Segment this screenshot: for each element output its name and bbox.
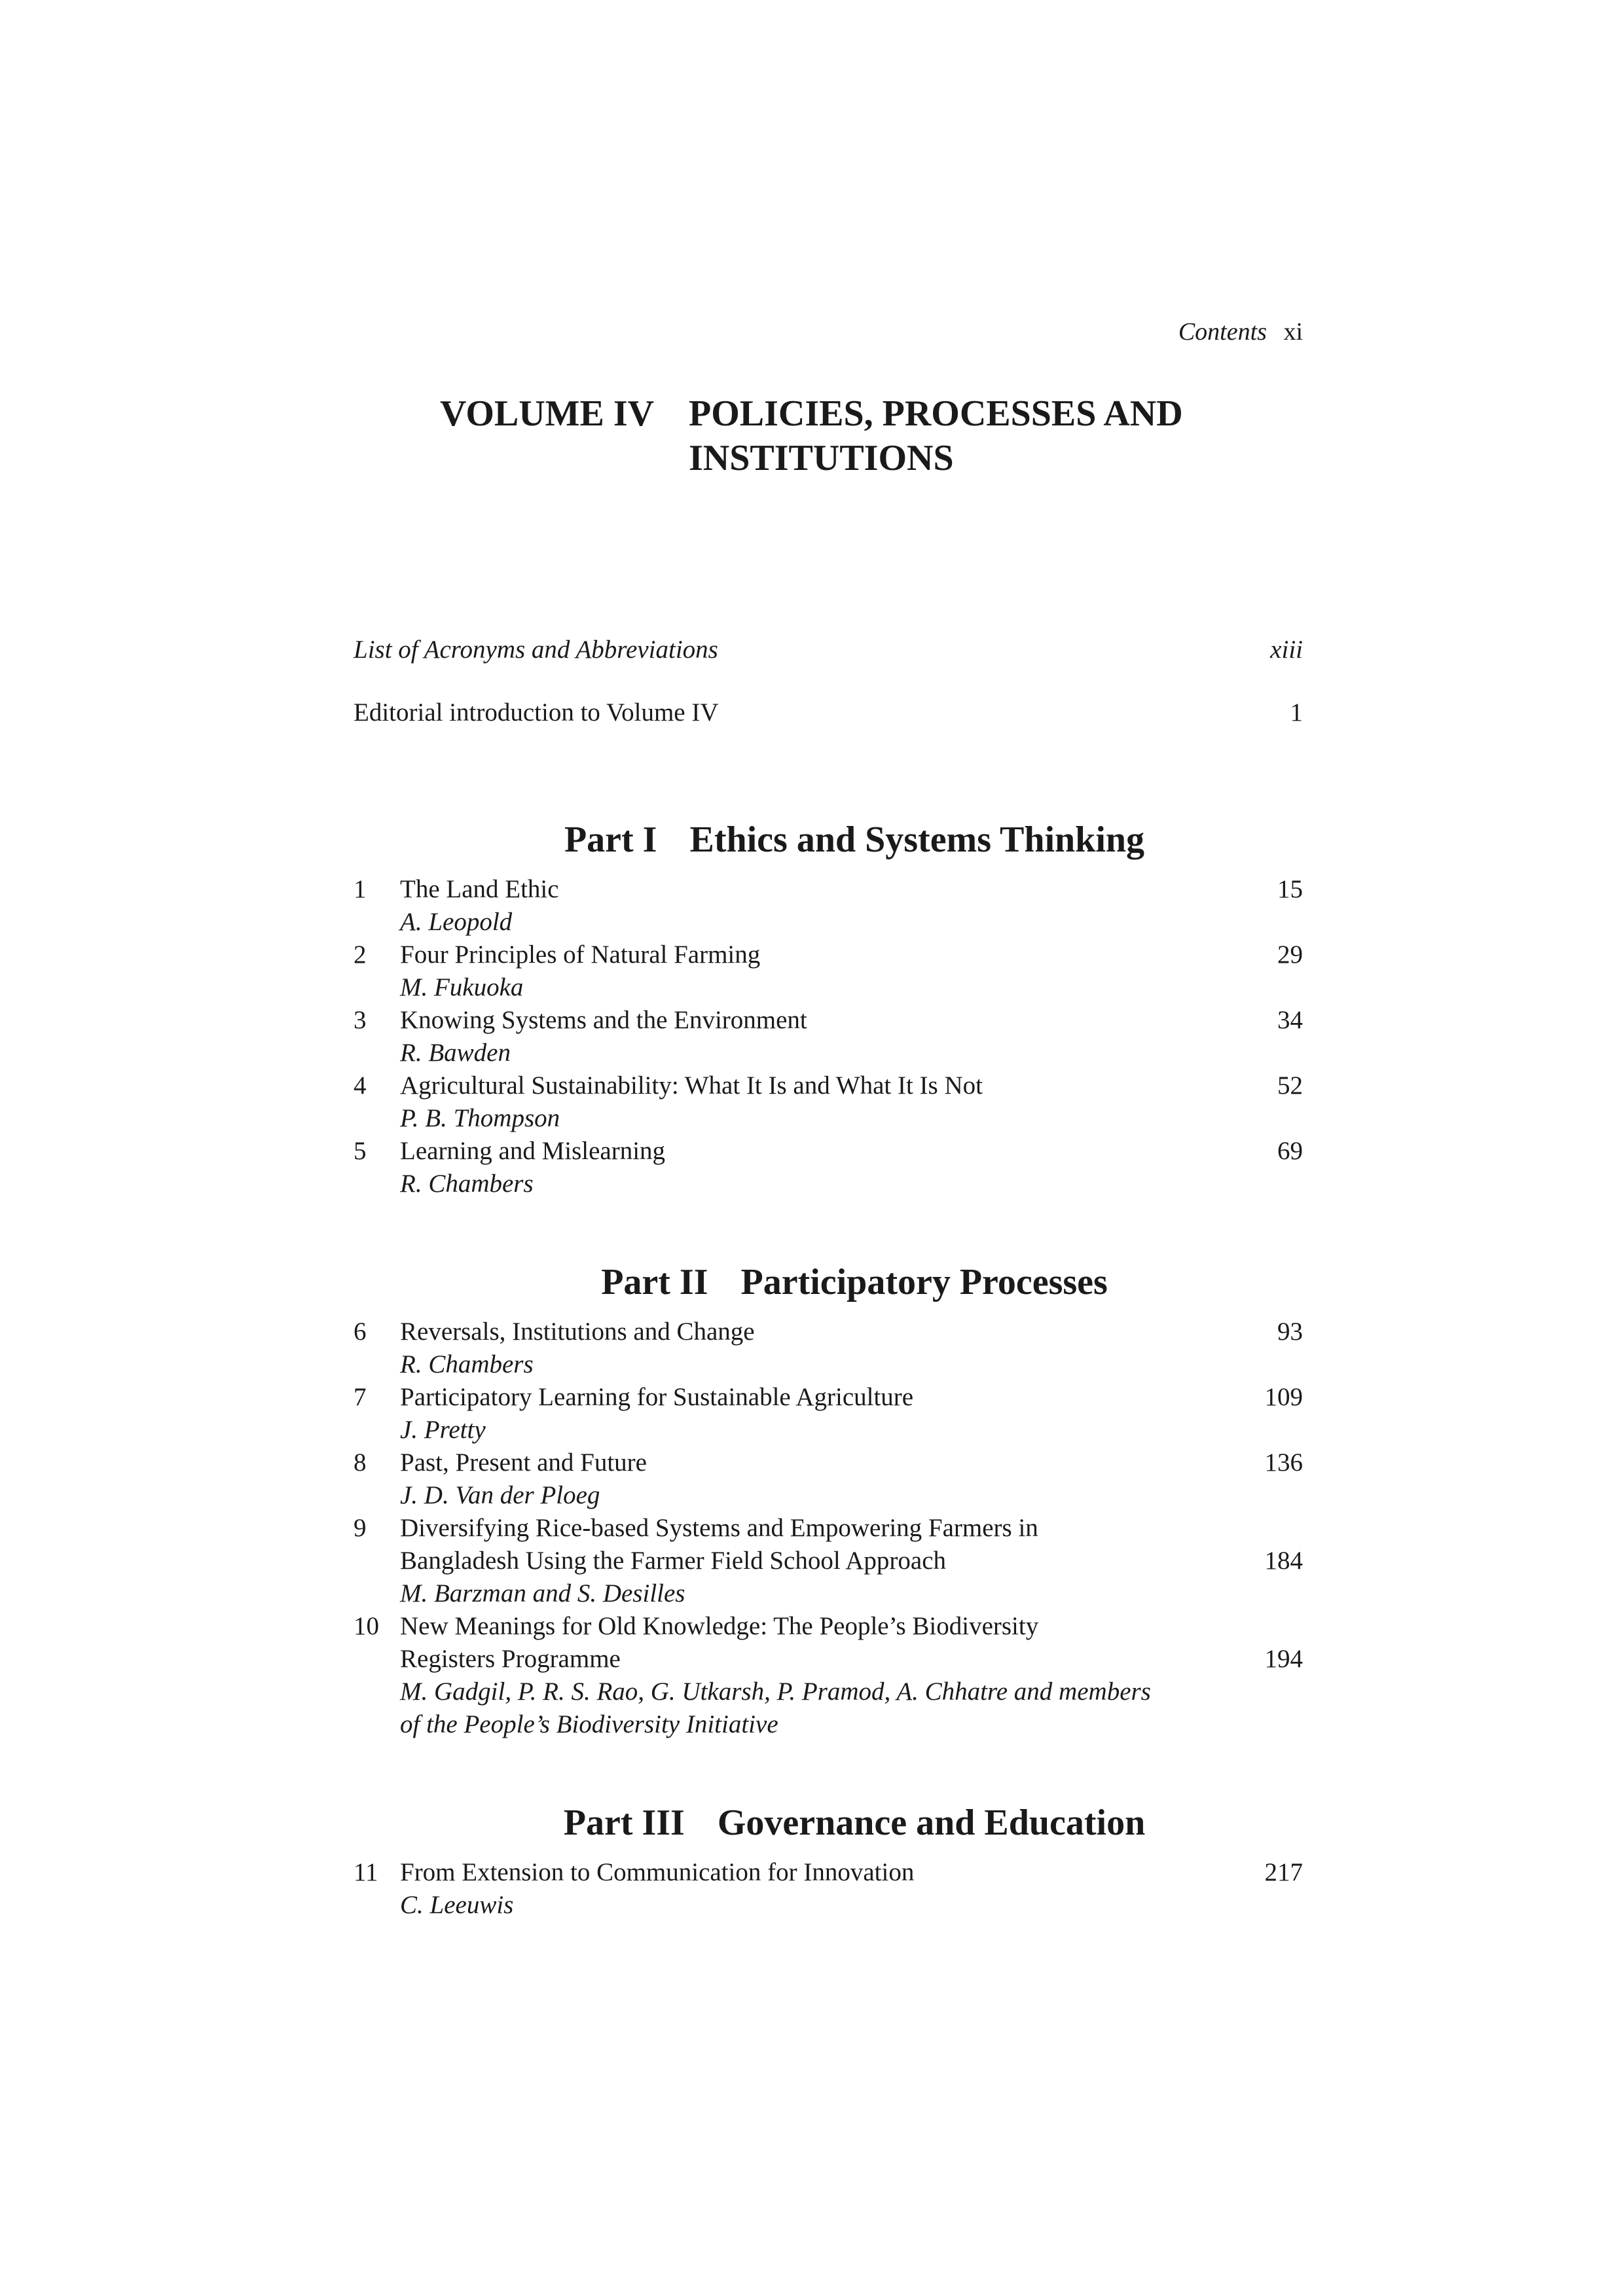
toc-entry[interactable] [354, 1856, 1303, 1922]
front-matter-introduction[interactable] [354, 696, 1303, 759]
chapter-title: Agricultural Sustainability: What It Is and What It Is Not [400, 1071, 983, 1100]
toc-entry[interactable] [354, 1381, 1303, 1446]
chapter-number: 2 [354, 941, 367, 969]
part-name: Participatory Processes [740, 1262, 1108, 1302]
part-heading [354, 1801, 1303, 1844]
part-name: Ethics and Systems Thinking [689, 819, 1145, 860]
chapter-title: Four Principles of Natural Farming [400, 941, 761, 969]
chapter-number: 1 [354, 875, 367, 903]
chapter-author: A. Leopold [400, 908, 513, 936]
chapter-number: 6 [354, 1318, 367, 1346]
chapter-title: Bangladesh Using the Farmer Field School Approach [400, 1547, 947, 1575]
chapter-title: Registers Programme [400, 1645, 621, 1673]
volume-title: POLICIES, PROCESSES AND INSTITUTIONS [689, 393, 1183, 478]
running-header-title: Contents [1178, 318, 1267, 346]
entry-body [400, 939, 1211, 1004]
toc-entry[interactable] [354, 1512, 1303, 1610]
page-number: 29 [1277, 941, 1303, 969]
chapter-number: 8 [354, 1448, 367, 1477]
entry-body [400, 1135, 1211, 1200]
page-number: 217 [1264, 1858, 1303, 1886]
chapter-author: R. Chambers [400, 1350, 534, 1378]
toc-entry[interactable] [354, 1069, 1303, 1135]
part-label: Part I [564, 819, 657, 860]
chapter-number: 4 [354, 1071, 367, 1100]
toc-entry[interactable] [354, 1135, 1303, 1200]
chapter-title: Knowing Systems and the Environment [400, 1006, 807, 1034]
page-number: 34 [1277, 1006, 1303, 1034]
page-number: 136 [1264, 1448, 1303, 1477]
page-number: 93 [1277, 1318, 1303, 1346]
page-number: 194 [1264, 1645, 1303, 1673]
entry-body [400, 1512, 1211, 1610]
page-number: 52 [1277, 1071, 1303, 1100]
toc-entry[interactable] [354, 1004, 1303, 1069]
chapter-title: From Extension to Communication for Innovation [400, 1858, 915, 1886]
entry-body [400, 1069, 1211, 1135]
running-header [1178, 317, 1303, 346]
chapter-title: Learning and Mislearning [400, 1137, 666, 1165]
running-header-page-number: xi [1283, 318, 1303, 346]
chapter-author: J. Pretty [400, 1416, 486, 1444]
page-number: 109 [1264, 1383, 1303, 1411]
chapter-author: M. Fukuoka [400, 973, 524, 1001]
page-number: 15 [1277, 875, 1303, 903]
chapter-title: Past, Present and Future [400, 1448, 647, 1477]
front-matter-acronyms[interactable] [354, 634, 1303, 696]
chapter-author: C. Leeuwis [400, 1891, 514, 1919]
toc-entry[interactable] [354, 1610, 1303, 1741]
page-number: 69 [1277, 1137, 1303, 1165]
front-matter-title: Editorial introduction to Volume IV [354, 698, 719, 726]
part-heading [354, 818, 1303, 861]
entry-body [400, 1446, 1211, 1512]
part-label: Part II [601, 1262, 708, 1302]
chapter-author: M. Barzman and S. Desilles [400, 1579, 685, 1607]
entry-body [400, 1381, 1211, 1446]
chapter-number: 11 [354, 1858, 378, 1886]
entry-body [400, 1856, 1211, 1922]
chapter-number: 5 [354, 1137, 367, 1165]
toc-entry[interactable] [354, 873, 1303, 939]
chapter-number: 10 [354, 1612, 379, 1640]
entry-body [400, 873, 1211, 939]
chapter-author: M. Gadgil, P. R. S. Rao, G. Utkarsh, P. Pramod, A. Chhatre and members [400, 1677, 1151, 1706]
front-matter-page: xiii [1270, 636, 1303, 664]
part-heading [354, 1261, 1303, 1304]
chapter-title: Diversifying Rice-based Systems and Empowering Farmers in [400, 1514, 1038, 1542]
toc-entry[interactable] [354, 1446, 1303, 1512]
chapter-number: 9 [354, 1514, 367, 1542]
chapter-title: Reversals, Institutions and Change [400, 1318, 755, 1346]
part-label: Part III [563, 1803, 685, 1843]
entry-body [400, 1610, 1211, 1741]
parts-list [354, 818, 1303, 1922]
chapter-author: R. Bawden [400, 1039, 511, 1067]
chapter-title: New Meanings for Old Knowledge: The People’s Biodiversity [400, 1612, 1039, 1640]
front-matter-page: 1 [1290, 698, 1303, 726]
chapter-author: J. D. Van der Ploeg [400, 1481, 600, 1509]
chapter-author: of the People’s Biodiversity Initiative [400, 1710, 778, 1738]
page-number: 184 [1264, 1547, 1303, 1575]
chapter-author: R. Chambers [400, 1170, 534, 1198]
part-name: Governance and Education [717, 1803, 1146, 1843]
chapter-number: 7 [354, 1383, 367, 1411]
toc-entry[interactable] [354, 1316, 1303, 1381]
entry-body [400, 1004, 1211, 1069]
volume-label: VOLUME IV [440, 393, 655, 434]
entry-body [400, 1316, 1211, 1381]
toc-entry[interactable] [354, 939, 1303, 1004]
chapter-author: P. B. Thompson [400, 1104, 560, 1132]
chapter-title: The Land Ethic [400, 875, 559, 903]
chapter-title: Participatory Learning for Sustainable Agriculture [400, 1383, 914, 1411]
chapter-number: 3 [354, 1006, 367, 1034]
table-of-contents [354, 634, 1303, 1922]
front-matter-title: List of Acronyms and Abbreviations [354, 636, 718, 664]
